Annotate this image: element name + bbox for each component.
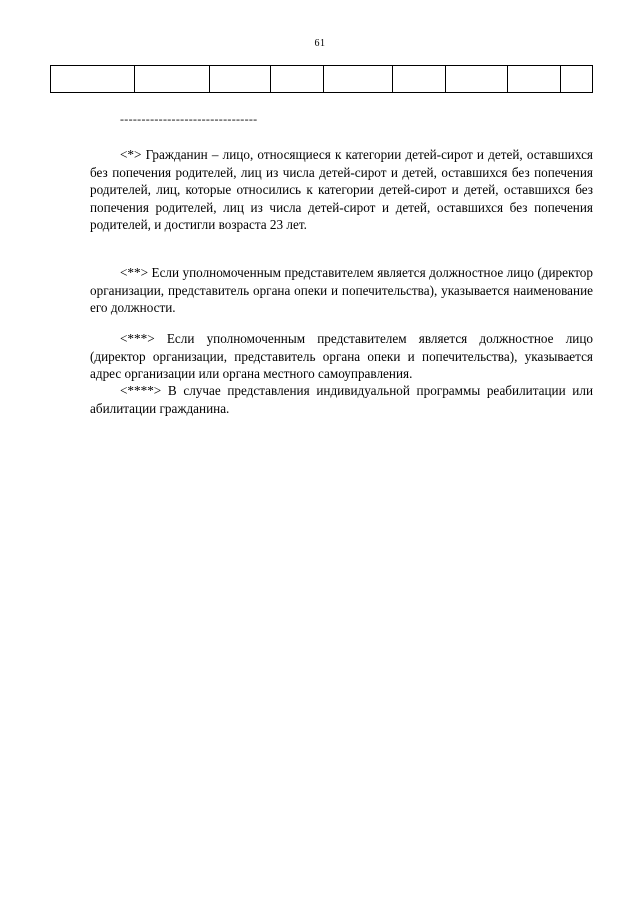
table-cell bbox=[51, 66, 135, 93]
footnote-2: <**> Если уполномоченным представителем является должностное лицо (директор организации, представитель органа опеки и попечительства), указывается наименование его должности. bbox=[90, 265, 593, 316]
footnote-3: <***> Если уполномоченным представителем является должностное лицо (директор организации, представитель органа опеки и попечительства), указывается адрес организации или органа местного самоуправления. bbox=[90, 331, 593, 382]
footnote-1: <*> Гражданин – лицо, относящиеся к категории детей-сирот и детей, оставшихся без попечения родителей, лиц из числа детей-сирот и детей, оставшихся без попечения родителей, лиц, которые относились к категории детей-сирот и детей, оставшихся без попечения родителей, лиц из числа детей-сирот и детей, оставшихся без попечения родителей, и достигли возраста 23 лет. bbox=[90, 147, 593, 233]
footnote-4: <****> В случае представления индивидуальной программы реабилитации или абилитации гражданина. bbox=[90, 383, 593, 416]
table-cell bbox=[271, 66, 324, 93]
table-cell bbox=[393, 66, 446, 93]
table-cell bbox=[508, 66, 561, 93]
table-cell bbox=[324, 66, 393, 93]
empty-table bbox=[50, 65, 593, 93]
table-cell bbox=[210, 66, 271, 93]
table-cell bbox=[446, 66, 508, 93]
table-cell bbox=[135, 66, 210, 93]
table-cell bbox=[561, 66, 593, 93]
footnote-separator: -------------------------------- bbox=[120, 112, 258, 126]
table-row bbox=[51, 66, 593, 93]
page-number: 61 bbox=[314, 38, 326, 49]
